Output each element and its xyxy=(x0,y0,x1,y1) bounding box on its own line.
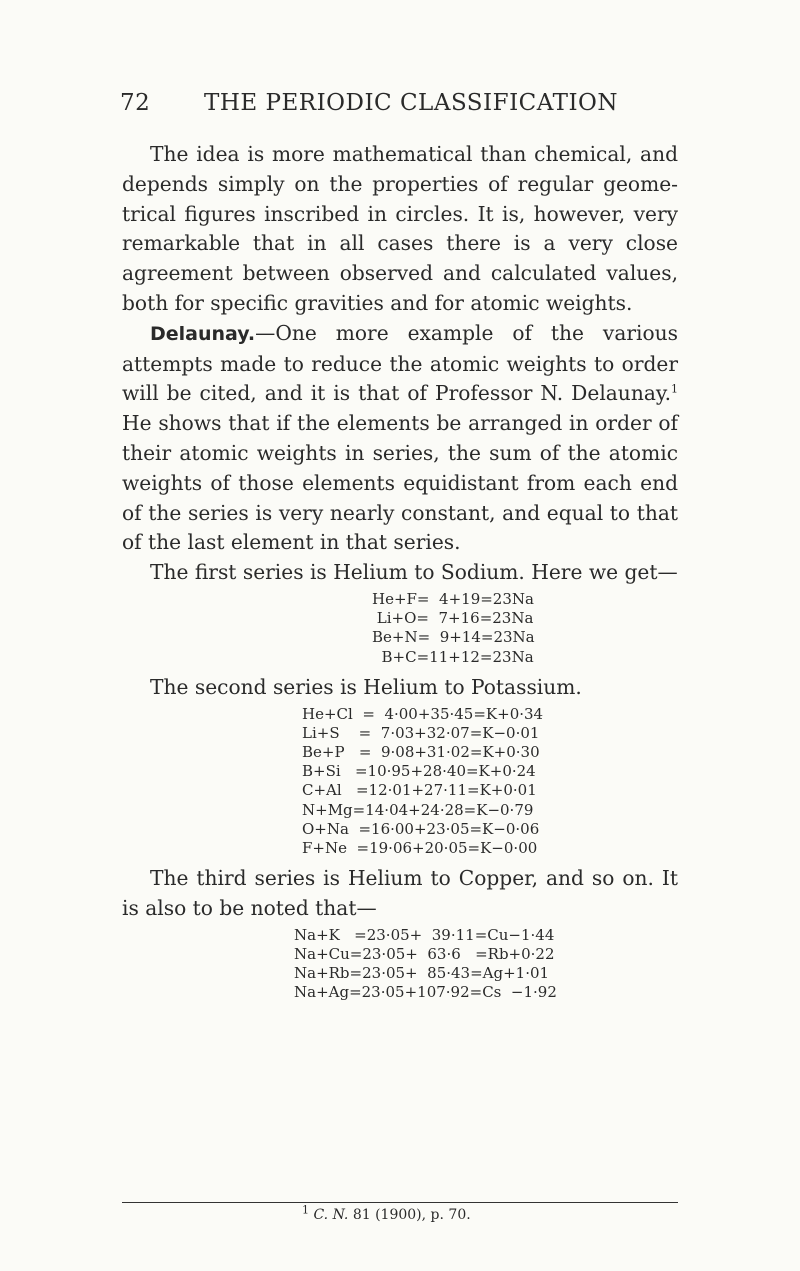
page-header xyxy=(120,90,680,120)
section-heading-delaunay: Delaunay. xyxy=(150,322,256,345)
series-2-equations xyxy=(122,705,678,859)
series-1-equations xyxy=(122,590,678,667)
running-title: THE PERIODIC CLASSIFICATION xyxy=(204,90,619,116)
equation-line: He+F= 4+19=23Na xyxy=(372,589,534,608)
footnote-number: 1 xyxy=(302,1203,309,1217)
equation-line: Na+Ag=23·05+107·92=Cs −1·92 xyxy=(294,983,557,1002)
page-number: 72 xyxy=(120,90,151,116)
equation-line: F+Ne =19·06+20·05=K−0·00 xyxy=(302,838,538,857)
equation-line: Be+P = 9·08+31·02=K+0·30 xyxy=(302,742,540,761)
paragraph-delaunay xyxy=(122,319,678,558)
equation-line: N+Mg=14·04+24·28=K−0·79 xyxy=(302,800,534,819)
series-3-equations xyxy=(122,926,678,1003)
paragraph-delaunay-body: —One more example of the various attempts made to reduce the atomic weights to order will be cited, and it is that of Professor N. Delaunay. xyxy=(122,320,678,406)
footnote xyxy=(122,1202,678,1223)
equation-line: Na+K =23·05+ 39·11=Cu−1·44 xyxy=(294,925,555,944)
footnote-marker: 1 xyxy=(671,382,678,396)
paragraph-delaunay-rest: He shows that if the elements be arranged in order of their atomic weights in series, the sum of the atomic weights of those elements equidistant from each end of the series is very nearly constant, and equal to that of the last element in that series. xyxy=(122,411,678,555)
equation-line: C+Al =12·01+27·11=K+0·01 xyxy=(302,781,537,800)
equation-line: O+Na =16·00+23·05=K−0·06 xyxy=(302,819,540,838)
paragraph-second-series: The second series is Helium to Potassium. xyxy=(150,674,582,699)
paragraph-third-series: The third series is Helium to Copper, and so on. It is also to be noted that— xyxy=(122,866,678,920)
page-body xyxy=(122,140,678,1009)
paragraph-first-series: The first series is Helium to Sodium. Here we get— xyxy=(150,560,678,585)
footnote-text: 81 (1900), p. 70. xyxy=(348,1207,471,1223)
equation-line: Li+O= 7+16=23Na xyxy=(372,609,534,628)
equation-line: B+Si =10·95+28·40=K+0·24 xyxy=(302,762,536,781)
equation-line: Li+S = 7·03+32·07=K−0·01 xyxy=(302,723,540,742)
equation-line: B+C=11+12=23Na xyxy=(372,647,534,666)
paragraph-1: The idea is more mathematical than chemical, and depends simply on the properties of regular geome-trical figures inscribed in circles. It is, however, very remarkable that in all cases there is a very close agreement between observed and calculated values, both for specific gravities and for atomic weights. xyxy=(122,142,678,315)
equation-line: Na+Cu=23·05+ 63·6 =Rb+0·22 xyxy=(294,944,555,963)
equation-line: Be+N= 9+14=23Na xyxy=(372,628,535,647)
equation-line: He+Cl = 4·00+35·45=K+0·34 xyxy=(302,704,544,723)
equation-line: Na+Rb=23·05+ 85·43=Ag+1·01 xyxy=(294,964,550,983)
footnote-journal: C. N. xyxy=(313,1207,349,1223)
